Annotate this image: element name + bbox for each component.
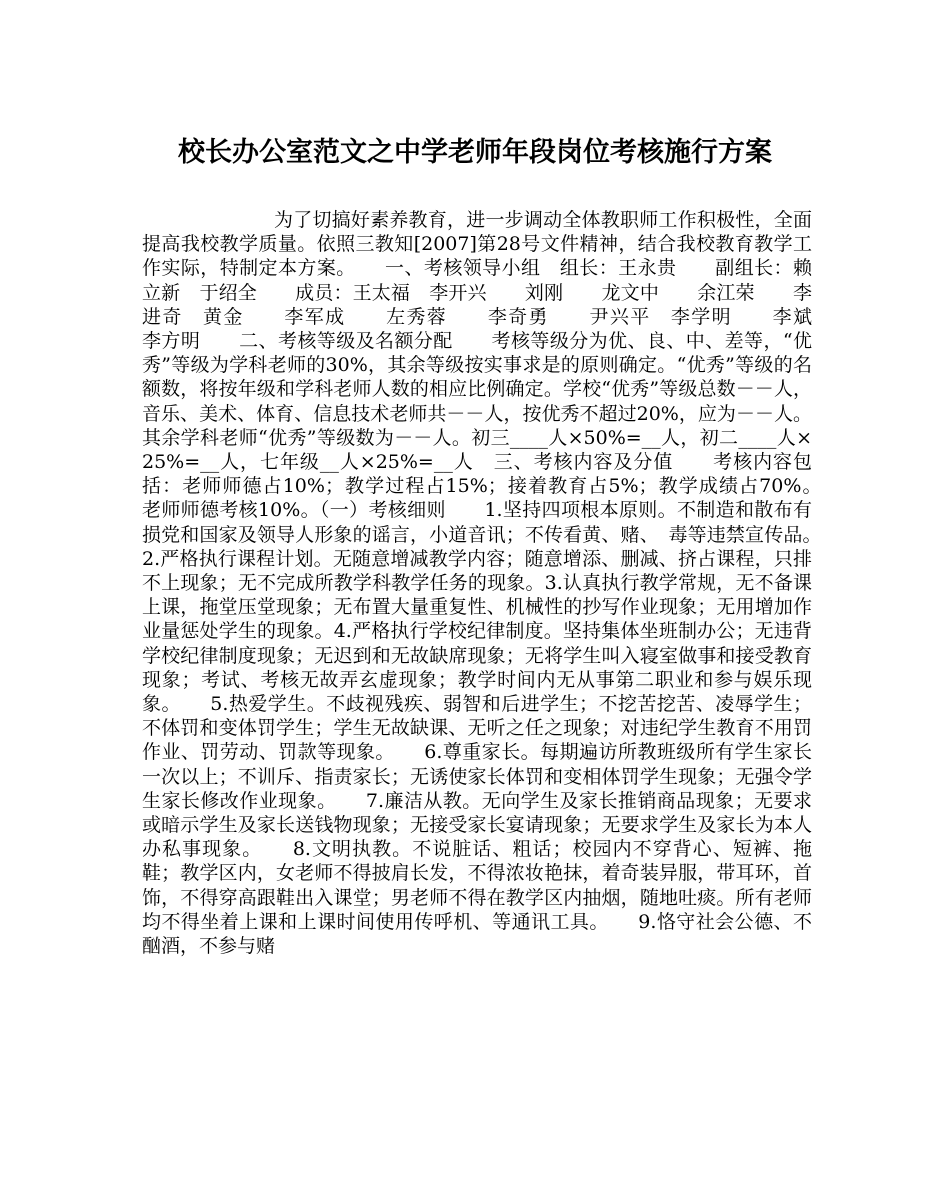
page-title: 校长办公室范文之中学老师年段岗位考核施行方案 <box>178 137 772 168</box>
body-paragraph: 为了切搞好素养教育，进一步调动全体教职师工作积极性，全面提高我校教学质量。依照三教知[2007]第28号文件精神，结合我校教育教学工作实际，特制定本方案。 一、考核领导小组 组长：王永贵 副组长：赖立新 于绍全 成员：王太福 李开兴 刘刚 龙文中 余江荣 李进奇 黄金 李军成 左秀蓉 李奇勇 尹兴平 李学明 李斌 李方明 二、考核等级及名额分配 考核等级分为优、良、中、差等，“优秀”等级为学科老师的30%，其余等级按实事求是的原则确定。“优秀”等级的名额数，将按年级和学科老师人数的相应比例确定。学校“优秀”等级总数－－人，音乐、美术、体育、信息技术老师共－－人，按优秀不超过20%，应为－－人。其余学科老师“优秀”等级数为－－人。初三____人×50%=__人，初二____人×25%=__人，七年级__人×25%=__人 三、考核内容及分值 考核内容包括：老师师德占10%；教学过程占15%；接着教育占5%；教学成绩占70%。 老师师德考核10%。（一）考核细则 1.坚持四项根本原则。不制造和散布有损党和国家及领导人形象的谣言，小道音讯；不传看黄、赌、 毒等违禁宣传品。 2.严格执行课程计划。无随意增减教学内容；随意增添、删减、挤占课程，只排不上现象；无不完成所教学科教学任务的现象。3.认真执行教学常规，无不备课上课，拖堂压堂现象；无布置大量重复性、机械性的抄写作业现象；无用增加作业量惩处学生的现象。4.严格执行学校纪律制度。坚持集体坐班制办公；无违背学校纪律制度现象；无迟到和无故缺席现象；无将学生叫入寝室做事和接受教育现象；考试、考核无故弄玄虚现象；教学时间内无从事第二职业和参与娱乐现象。 5.热爱学生。不歧视残疾、弱智和后进学生；不挖苦挖苦、凌辱学生；不体罚和变体罚学生；学生无故缺课、无听之任之现象；对违纪学生教育不用罚作业、罚劳动、罚款等现象。 6.尊重家长。每期遍访所教班级所有学生家长一次以上；不训斥、指责家长；无诱使家长体罚和变相体罚学生现象；无强令学生家长修改作业现象。 7.廉洁从教。无向学生及家长推销商品现象；无要求或暗示学生及家长送钱物现象；无接受家长宴请现象；无要求学生及家长为本人办私事现象。 8.文明执教。不说脏话、粗话；校园内不穿背心、短裤、拖鞋；教学区内，女老师不得披肩长发，不得浓妆艳抹，着奇装异服，带耳环，首饰，不得穿高跟鞋出入课堂；男老师不得在教学区内抽烟，随地吐痰。所有老师均不得坐着上课和上课时间使用传呼机、等通讯工具。 9.恪守社会公德、不酗酒，不参与赌 <box>142 209 851 958</box>
